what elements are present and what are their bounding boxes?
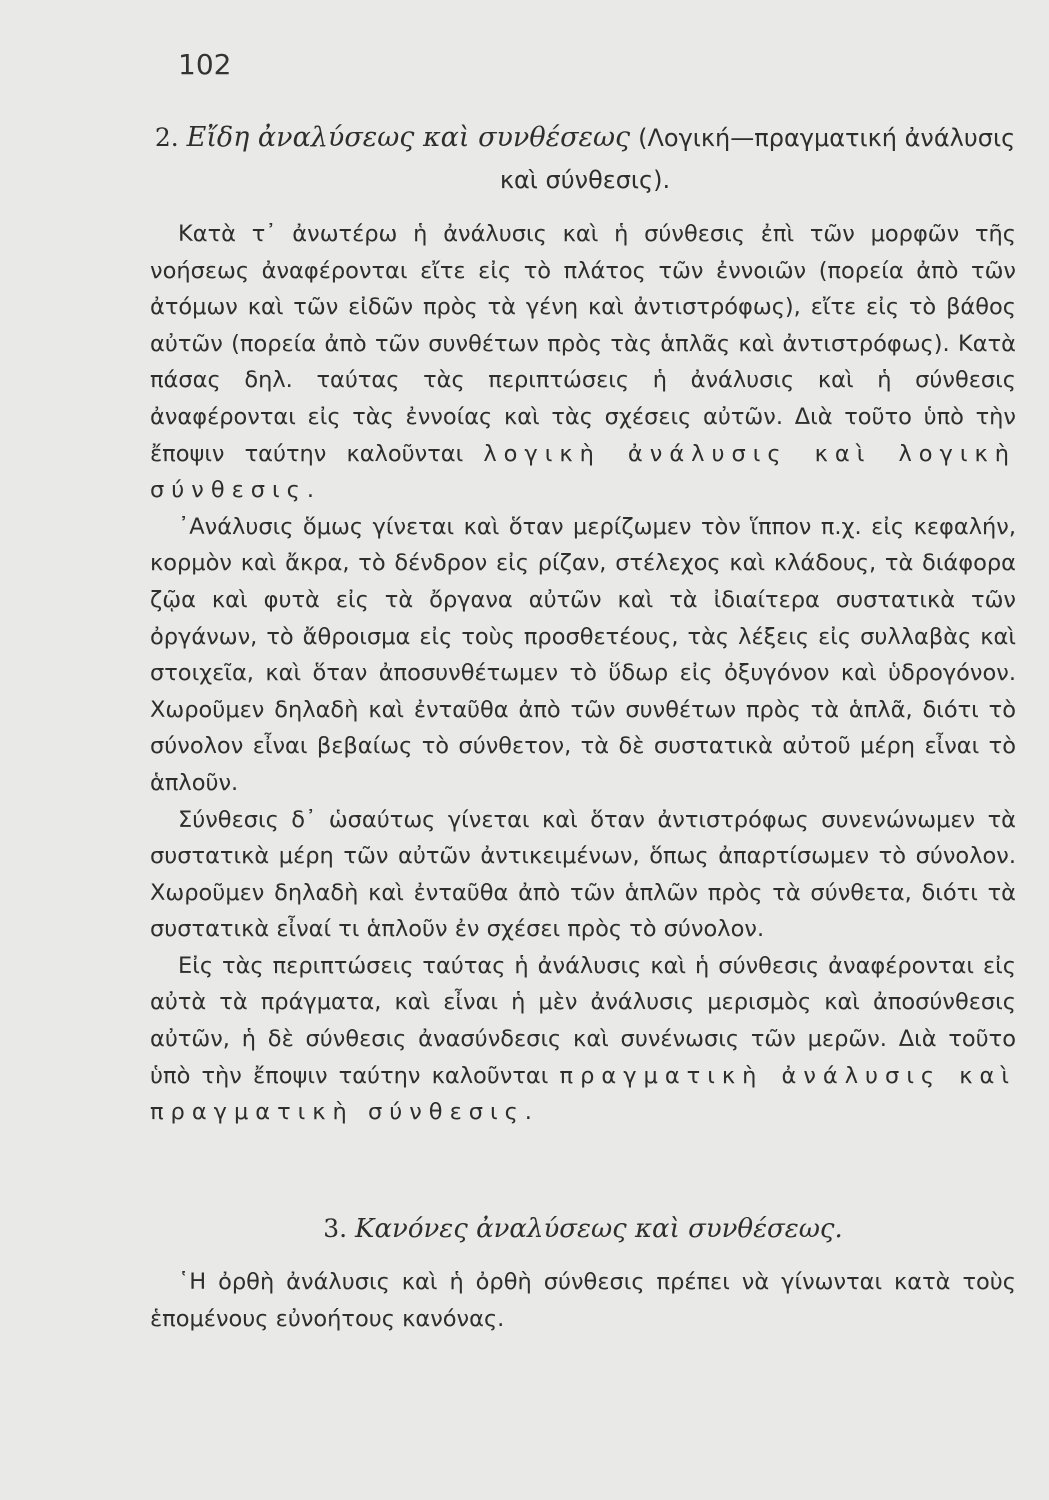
paragraph-4 xyxy=(150,948,1016,1131)
paragraph-1-text: Κατὰ τ᾽ ἀνωτέρω ἡ ἀνάλυσις καὶ ἡ σύνθεσις ἐπὶ τῶν μορφῶν τῆς νοήσεως ἀναφέρονται εἴτε εἰς τὸ πλάτος τῶν ἐννοιῶν (πορεία ἀπὸ τῶν ἀτόμων καὶ τῶν εἰδῶν πρὸς τὰ γένη καὶ ἀντιστρόφως), εἴτε εἰς τὸ βάθος αὐτῶν (πορεία ἀπὸ τῶν συνθέτων πρὸς τὰς ἁπλᾶς καὶ ἀντιστρόφως). Κατὰ πάσας δηλ. ταύτας τὰς περιπτώσεις ἡ ἀνάλυσις καὶ ἡ σύνθεσις ἀναφέρονται εἰς τὰς ἐννοίας καὶ τὰς σχέσεις αὐτῶν. Διὰ τοῦτο ὑπὸ τὴν ἔποψιν ταύτην καλοῦνται xyxy=(150,221,1016,467)
section-3-body xyxy=(150,1264,1016,1337)
paragraph-1-spaced-term: λογικὴ ἀνάλυσις καὶ λογικὴ σύνθεσις. xyxy=(150,440,1017,504)
section-2-subtitle: (Λογική—πραγματική ἀνάλυσις καὶ σύνθεσις). xyxy=(499,124,1016,194)
section-3-title: Κανόνες ἀναλύσεως καὶ συνθέσεως. xyxy=(355,1214,843,1244)
paragraph-4-spaced-term: πραγματικὴ ἀνάλυσις καὶ πραγματικὴ σύνθεσις. xyxy=(150,1062,1016,1126)
section-2-number: 2. xyxy=(154,123,179,152)
section-3-heading xyxy=(150,1214,1016,1244)
section-3-number: 3. xyxy=(323,1214,348,1243)
section-2-title: Εἴδη ἀναλύσεως καὶ συνθέσεως xyxy=(186,122,631,153)
paragraph-3: Σύνθεσις δ᾽ ὡσαύτως γίνεται καὶ ὅταν ἀντιστρόφως συνενώνωμεν τὰ συστατικὰ μέρη τῶν αὐτῶν ἀντικειμένων, ὅπως ἀπαρτίσωμεν τὸ σύνολον. Χωροῦμεν δηλαδὴ καὶ ἐνταῦθα ἀπὸ τῶν ἁπλῶν πρὸς τὰ σύνθετα, διότι τὰ συστατικὰ εἶναί τι ἁπλοῦν ἐν σχέσει πρὸς τὸ σύνολον. xyxy=(150,806,1016,943)
page-number: 102 xyxy=(178,48,232,81)
paragraph-2: ᾽Ανάλυσις ὅμως γίνεται καὶ ὅταν μερίζωμεν τὸν ἵππον π.χ. εἰς κεφαλήν, κορμὸν καὶ ἄκρα, τὸ δένδρον εἰς ρίζαν, στέλεχος καὶ κλάδους, τὰ διάφορα ζῷα καὶ φυτὰ εἰς τὰ ὄργανα αὐτῶν καὶ τὰ ἰδιαίτερα συστατικὰ τῶν ὀργάνων, τὸ ἄθροισμα εἰς τοὺς προσθετέους, τὰς λέξεις εἰς συλλαβὰς καὶ στοιχεῖα, καὶ ὅταν ἀποσυνθέτωμεν τὸ ὕδωρ εἰς ὀξυγόνον καὶ ὑδρογόνον. Χωροῦμεν δηλαδὴ καὶ ἐνταῦθα ἀπὸ τῶν συνθέτων πρὸς τὰ ἁπλᾶ, διότι τὸ σύνολον εἶναι βεβαίως τὸ σύνθετον, τὰ δὲ συστατικὰ αὐτοῦ μέρη εἶναι τὸ ἁπλοῦν. xyxy=(150,513,1016,796)
section-2-body xyxy=(150,216,1016,1131)
section-2-heading xyxy=(150,117,1020,201)
paragraph-1 xyxy=(150,216,1016,509)
closing-paragraph: ῾Η ὀρθὴ ἀνάλυσις καὶ ἡ ὀρθὴ σύνθεσις πρέπει νὰ γίνωνται κατὰ τοὺς ἑπομένους εὐνοήτους κανόνας. xyxy=(150,1269,1016,1332)
paragraph-4-text: Εἰς τὰς περιπτώσεις ταύτας ἡ ἀνάλυσις καὶ ἡ σύνθεσις ἀναφέρονται εἰς αὐτὰ τὰ πράγματα, καὶ εἶναι ἡ μὲν ἀνάλυσις μερισμὸς καὶ ἀποσύνθεσις αὐτῶν, ἡ δὲ σύνθεσις ἀνασύνδεσις καὶ συνένωσις τῶν μερῶν. Διὰ τοῦτο ὑπὸ τὴν ἔποψιν ταύτην καλοῦνται xyxy=(150,952,1016,1089)
